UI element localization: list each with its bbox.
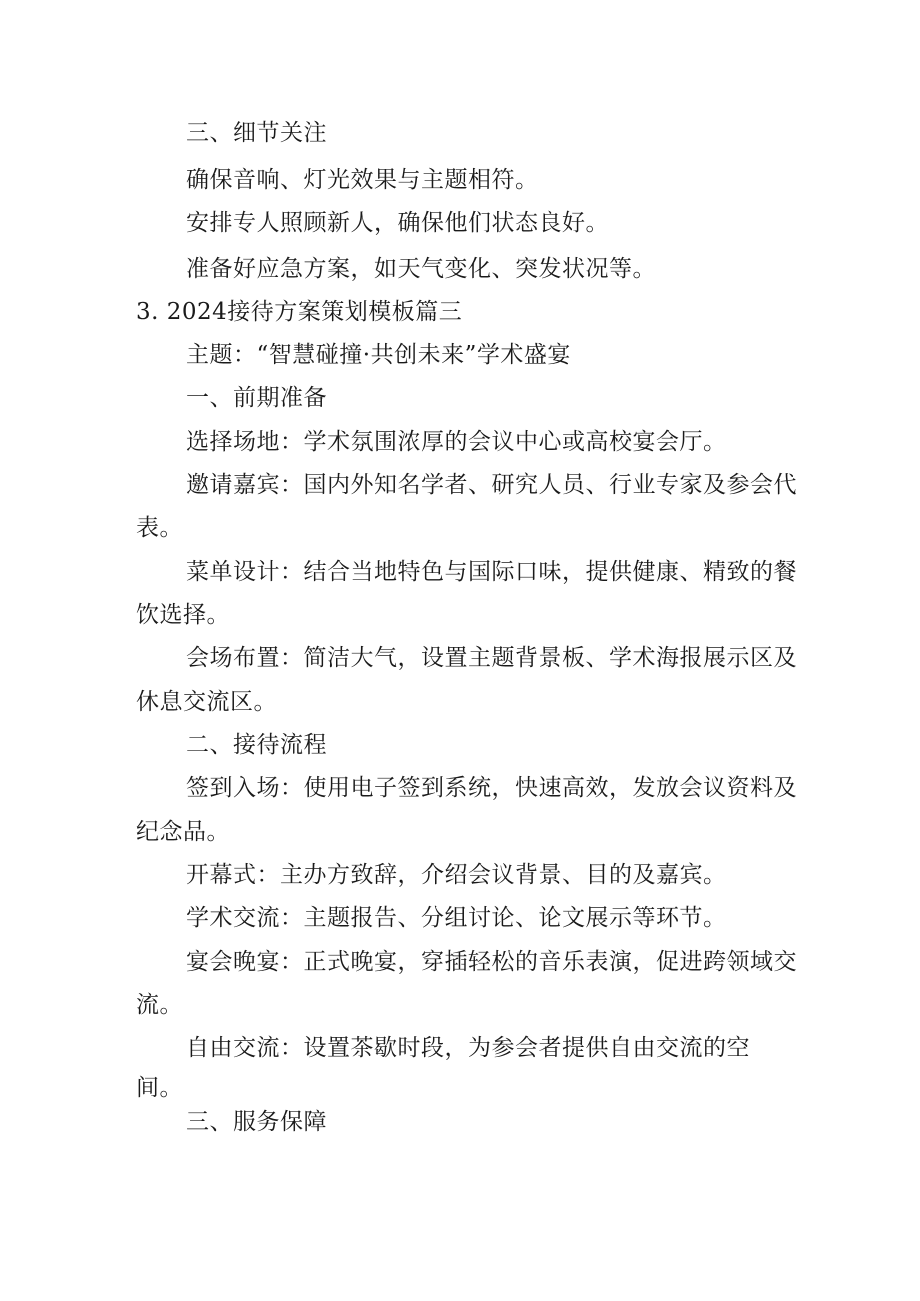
paragraph-line: 确保音响、灯光效果与主题相符。 <box>186 167 539 193</box>
paragraph-line: 自由交流：设置茶歇时段，为参会者提供自由交流的空 <box>186 1035 750 1061</box>
paragraph-line: 会场布置：简洁大气，设置主题背景板、学术海报展示区及 <box>186 645 797 671</box>
paragraph-continuation: 表。 <box>136 515 183 541</box>
paragraph-line: 宴会晚宴：正式晚宴，穿插轻松的音乐表演，促进跨领域交 <box>186 949 797 975</box>
paragraph-continuation: 纪念品。 <box>136 819 230 845</box>
paragraph-line: 签到入场：使用电子签到系统，快速高效，发放会议资料及 <box>186 775 797 801</box>
chapter-heading: 3. 2024接待方案策划模板篇三 <box>136 299 463 325</box>
paragraph-line: 邀请嘉宾：国内外知名学者、研究人员、行业专家及参会代 <box>186 472 797 498</box>
paragraph-continuation: 饮选择。 <box>136 602 230 628</box>
paragraph-line: 学术交流：主题报告、分组讨论、论文展示等环节。 <box>186 905 727 931</box>
paragraph-continuation: 间。 <box>136 1075 183 1101</box>
paragraph-line: 选择场地：学术氛围浓厚的会议中心或高校宴会厅。 <box>186 429 727 455</box>
paragraph-line: 准备好应急方案，如天气变化、突发状况等。 <box>186 256 656 282</box>
section-heading: 三、细节关注 <box>186 120 327 146</box>
section-heading: 二、接待流程 <box>186 732 327 758</box>
section-heading: 一、前期准备 <box>186 385 327 411</box>
paragraph-line: 安排专人照顾新人，确保他们状态良好。 <box>186 210 609 236</box>
theme-line: 主题：“智慧碰撞·共创未来”学术盛宴 <box>186 342 571 368</box>
paragraph-line: 开幕式：主办方致辞，介绍会议背景、目的及嘉宾。 <box>186 862 727 888</box>
paragraph-continuation: 休息交流区。 <box>136 689 277 715</box>
paragraph-continuation: 流。 <box>136 992 183 1018</box>
paragraph-line: 菜单设计：结合当地特色与国际口味，提供健康、精致的餐 <box>186 559 797 585</box>
section-heading: 三、服务保障 <box>186 1109 327 1135</box>
